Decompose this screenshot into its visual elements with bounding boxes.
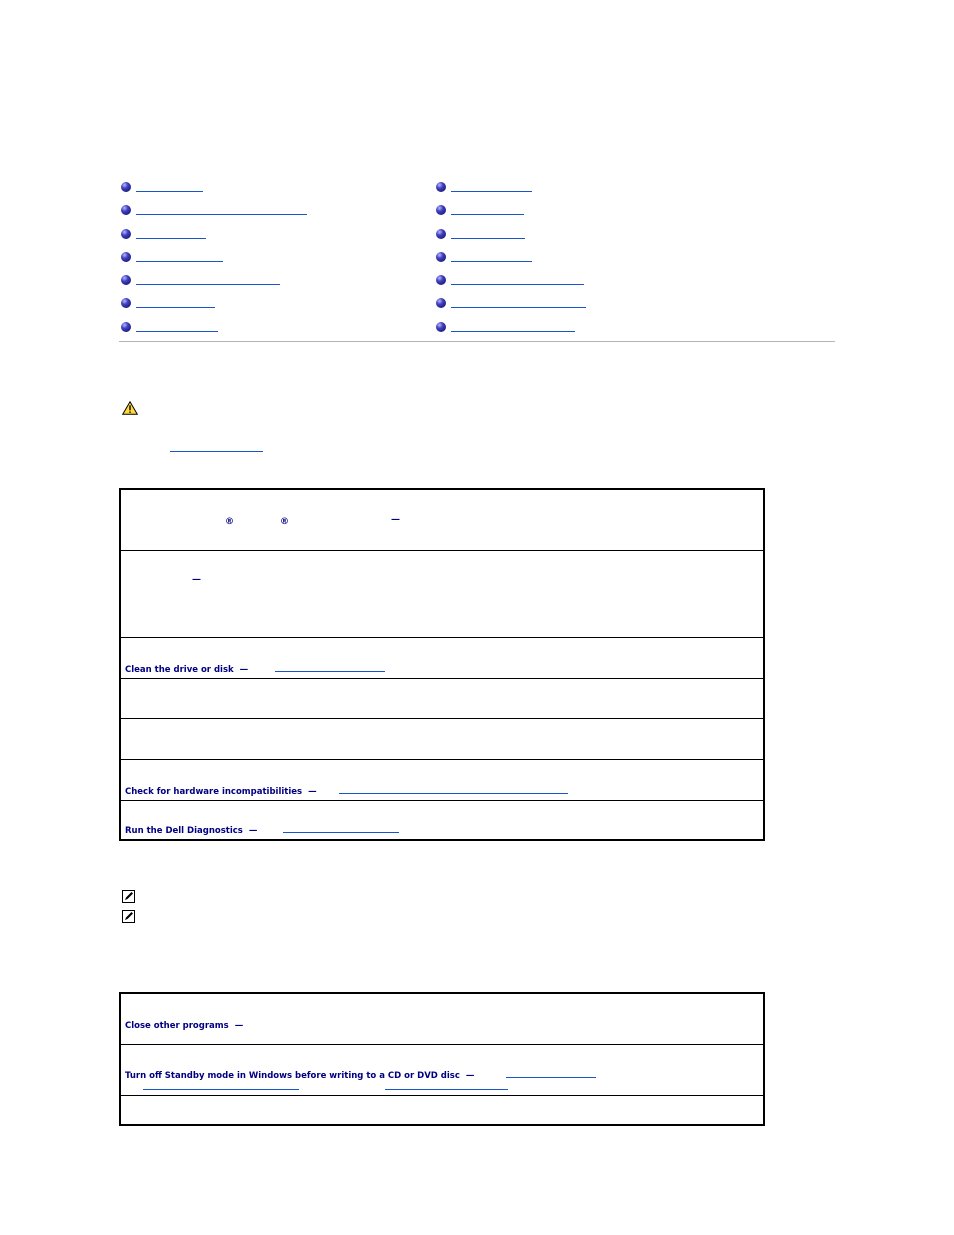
em-dash: —: [239, 664, 249, 675]
bullet-icon: [436, 182, 446, 192]
nav-link[interactable]: [136, 238, 206, 239]
em-dash: —: [391, 515, 400, 525]
table-cell: [120, 759, 764, 800]
caution-reference-link[interactable]: [170, 451, 263, 452]
caution-icon: [122, 401, 138, 415]
table-cell: [120, 718, 764, 759]
table-row: [120, 759, 764, 800]
tip-label: Run the Dell Diagnostics: [125, 826, 243, 836]
em-dash: —: [465, 1070, 475, 1081]
em-dash: —: [192, 574, 201, 585]
nav-link[interactable]: [136, 331, 218, 332]
table-row: [120, 1044, 764, 1095]
nav-link[interactable]: [451, 331, 575, 332]
tip-reference-link[interactable]: [506, 1077, 596, 1078]
tip-label: Close other programs: [125, 1020, 229, 1031]
em-dash: —: [308, 786, 317, 797]
em-dash: —: [234, 1020, 244, 1031]
bullet-icon: [436, 205, 446, 215]
bullet-icon: [436, 275, 446, 285]
bullet-icon: [436, 229, 446, 239]
nav-link[interactable]: [451, 284, 584, 285]
tip-label: Clean the drive or disk: [125, 664, 234, 675]
tip-reference-link[interactable]: [283, 832, 399, 833]
troubleshooting-table-2: [119, 992, 765, 1126]
table-cell: [120, 550, 764, 637]
horizontal-rule: [119, 341, 835, 342]
note-icon: [122, 890, 135, 903]
tip-reference-link[interactable]: [143, 1089, 299, 1090]
table-cell: [120, 678, 764, 718]
table-row: [120, 800, 764, 840]
registered-mark: ®: [225, 517, 234, 527]
nav-link[interactable]: [136, 307, 215, 308]
nav-link[interactable]: [136, 214, 307, 215]
em-dash: —: [248, 826, 258, 836]
tip-reference-link[interactable]: [275, 671, 385, 672]
tip-label: Turn off Standby mode in Windows before writing to a CD or DVD disc: [125, 1070, 460, 1081]
registered-mark: ®: [280, 517, 289, 527]
table-cell: [120, 637, 764, 678]
bullet-icon: [121, 252, 131, 262]
note-icon: [122, 910, 135, 923]
table-row: [120, 489, 764, 550]
bullet-icon: [121, 322, 131, 332]
bullet-icon: [436, 252, 446, 262]
bullet-icon: [121, 298, 131, 308]
table-cell: [120, 1044, 764, 1095]
tip-label: Check for hardware incompatibilities: [125, 786, 303, 797]
table-row: [120, 678, 764, 718]
nav-link[interactable]: [136, 284, 280, 285]
nav-link[interactable]: [451, 307, 586, 308]
table-row: [120, 550, 764, 637]
bullet-icon: [436, 322, 446, 332]
nav-link[interactable]: [451, 191, 532, 192]
bullet-icon: [121, 205, 131, 215]
tip-line: [125, 1085, 759, 1093]
bullet-icon: [121, 182, 131, 192]
table-cell: [120, 800, 764, 840]
tip-reference-link[interactable]: [385, 1089, 508, 1090]
troubleshooting-table-1: [119, 488, 765, 841]
nav-link[interactable]: [451, 214, 524, 215]
table-row: [120, 718, 764, 759]
tip-reference-link[interactable]: [339, 793, 568, 794]
table-cell: [120, 1095, 764, 1125]
nav-link[interactable]: [451, 261, 532, 262]
bullet-icon: [121, 275, 131, 285]
nav-link[interactable]: [451, 238, 525, 239]
table-cell: [120, 993, 764, 1044]
nav-link[interactable]: [136, 191, 203, 192]
tip-line: [125, 1071, 759, 1085]
bullet-icon: [121, 229, 131, 239]
table-row: [120, 637, 764, 678]
table-cell: [120, 489, 764, 550]
table-row: [120, 1095, 764, 1125]
nav-link[interactable]: [136, 261, 223, 262]
bullet-icon: [436, 298, 446, 308]
table-row: [120, 993, 764, 1044]
